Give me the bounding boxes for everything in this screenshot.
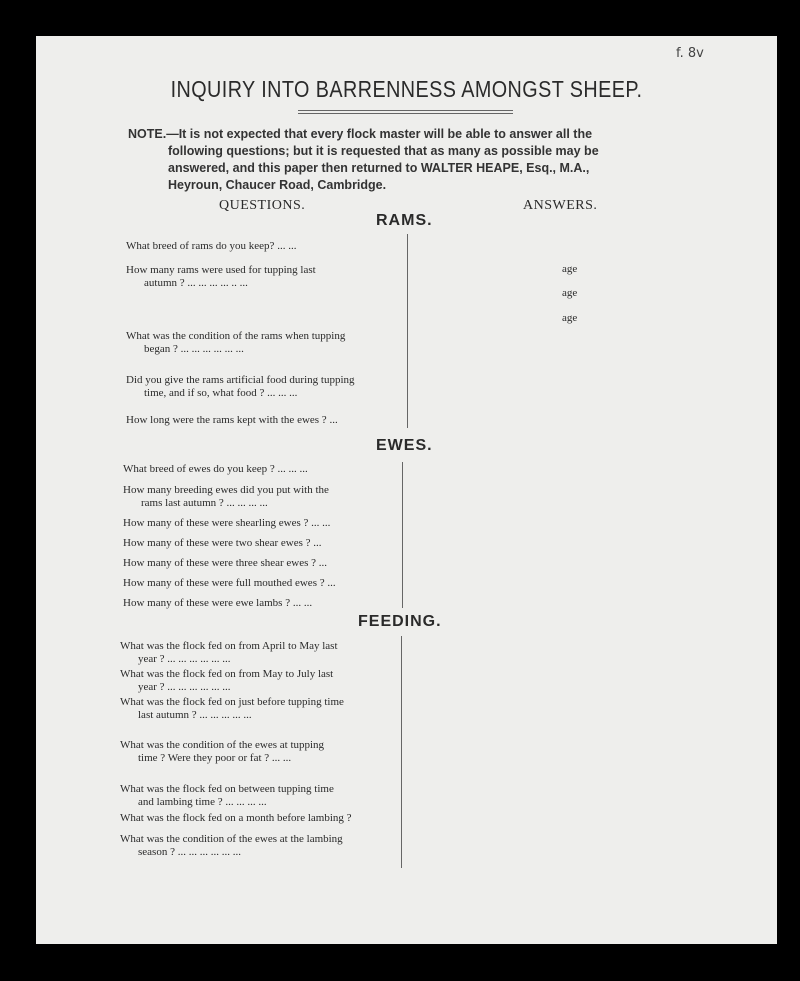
question-rams-number: How many rams were used for tupping last autumn ? ... ... ... ... .. ... (126, 264, 316, 289)
feeding-column-divider (401, 636, 402, 868)
document-title: INQUIRY INTO BARRENNESS AMONGST SHEEP. (170, 76, 643, 102)
question-ewes-shearling: How many of these were shearling ewes ? ... ... (123, 517, 331, 529)
question-rams-artificial-food: Did you give the rams artificial food during tupping time, and if so, what food ? ... ... ... (126, 374, 355, 399)
answer-age-2: age (562, 287, 578, 299)
document-page (36, 36, 777, 944)
title-rule-top (298, 110, 513, 111)
section-heading-ewes: EWES. (376, 437, 433, 454)
questions-column-heading: QUESTIONS. (219, 198, 306, 213)
question-feeding-may-july: What was the flock fed on from May to July last year ? ... ... ... ... ... ... (120, 668, 334, 693)
question-ewes-full-mouthed: How many of these were full mouthed ewes ? ... (123, 577, 336, 589)
question-feeding-ewes-condition-lambing: What was the condition of the ewes at the lambing season ? ... ... ... ... ... ... (120, 833, 343, 858)
rams-column-divider (407, 234, 408, 428)
question-ewes-three-shear: How many of these were three shear ewes ? ... (123, 557, 328, 569)
section-heading-rams: RAMS. (376, 212, 433, 229)
question-feeding-april-may: What was the flock fed on from April to May last year ? ... ... ... ... ... ... (120, 640, 338, 665)
answer-age-3: age (562, 312, 578, 324)
note-line-2: following questions; but it is requested that as many as possible may be (168, 144, 599, 158)
note-paragraph (128, 126, 688, 194)
answers-column-heading: ANSWERS. (523, 198, 598, 213)
question-rams-breed: What breed of rams do you keep? ... ... (126, 240, 297, 252)
note-line-3: answered, and this paper then returned to WALTER HEAPE, Esq., M.A., (168, 161, 590, 175)
ewes-column-divider (402, 462, 403, 608)
folio-number: f. 8v (676, 46, 704, 61)
question-ewes-breeding-count: How many breeding ewes did you put with the rams last autumn ? ... ... ... ... (123, 484, 329, 509)
answer-age-1: age (562, 263, 578, 275)
note-line-1: —It is not expected that every flock master will be able to answer all the (166, 127, 593, 141)
question-ewes-lambs: How many of these were ewe lambs ? ... ... (123, 597, 313, 609)
question-rams-condition: What was the condition of the rams when tupping began ? ... ... ... ... ... ... (126, 330, 346, 355)
question-feeding-ewes-condition-tupping: What was the condition of the ewes at tupping time ? Were they poor or fat ? ... ... (120, 739, 325, 764)
note-label: NOTE. (128, 127, 167, 141)
question-feeding-tupping-to-lambing: What was the flock fed on between tupping time and lambing time ? ... ... ... ... (120, 783, 334, 808)
question-ewes-breed: What breed of ewes do you keep ? ... ... ... (123, 463, 308, 475)
title-rule-bottom (298, 113, 513, 114)
question-feeding-before-tupping: What was the flock fed on just before tupping time last autumn ? ... ... ... ... ... (120, 696, 344, 721)
section-heading-feeding: FEEDING. (358, 613, 442, 630)
question-ewes-two-shear: How many of these were two shear ewes ? ... (123, 537, 322, 549)
note-line-4: Heyroun, Chaucer Road, Cambridge. (168, 178, 387, 192)
question-rams-duration: How long were the rams kept with the ewes ? ... (126, 414, 338, 426)
question-feeding-month-before-lambing: What was the flock fed on a month before lambing ? (120, 812, 352, 824)
